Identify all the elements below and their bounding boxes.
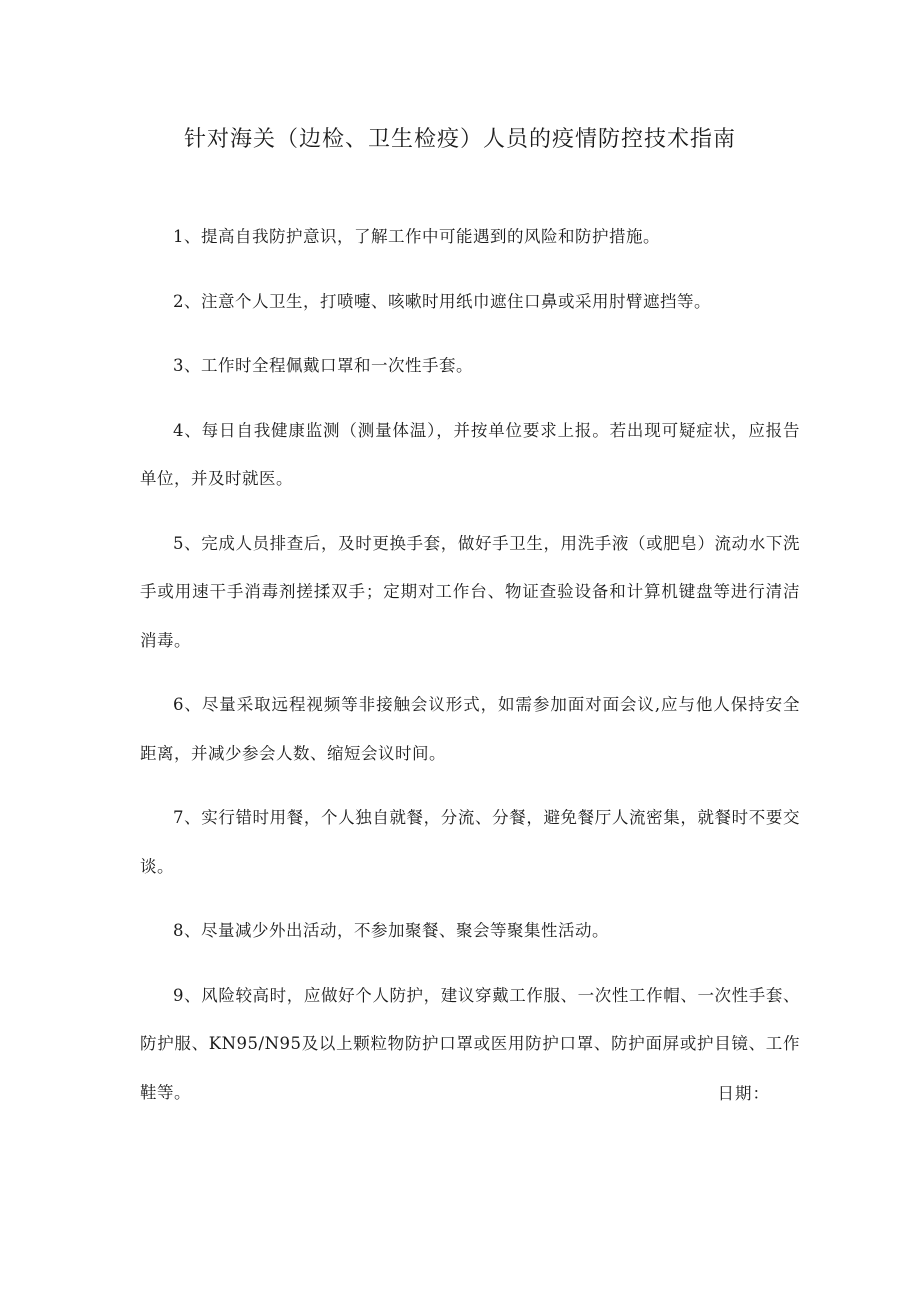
paragraph-5: 5、完成人员排查后，及时更换手套，做好手卫生，用洗手液（或肥皂）流动水下洗手或用速干手消毒剂搓揉双手；定期对工作台、物证查验设备和计算机键盘等进行清洁消毒。 [140, 533, 800, 650]
paragraph-2: 2、注意个人卫生，打喷嚏、咳嗽时用纸巾遮住口鼻或采用肘臂遮挡等。 [173, 291, 711, 311]
paragraph-6: 6、尽量采取远程视频等非接触会议形式，如需参加面对面会议,应与他人保持安全距离，并减少参会人数、缩短会议时间。 [140, 695, 800, 763]
document-body [140, 213, 800, 1133]
paragraph-7: 7、实行错时用餐，个人独自就餐，分流、分餐，避免餐厅人流密集，就餐时不要交谈。 [140, 808, 800, 876]
paragraph-9: 9、风险较高时，应做好个人防护，建议穿戴工作服、一次性工作帽、一次性手套、防护服、KN95/N95及以上颗粒物防护口罩或医用防护口罩、防护面屏或护目镜、工作鞋等。 [140, 985, 800, 1102]
paragraph-4: 4、每日自我健康监测（测量体温），并按单位要求上报。若出现可疑症状，应报告单位，并及时就医。 [140, 420, 800, 488]
paragraph-8: 8、尽量减少外出活动，不参加聚餐、聚会等聚集性活动。 [173, 921, 609, 940]
document-title: 针对海关（边检、卫生检疫）人员的疫情防控技术指南 [183, 127, 736, 152]
paragraph-1: 1、提高自我防护意识，了解工作中可能遇到的风险和防护措施。 [173, 227, 660, 246]
date-label: 日期： [717, 1084, 770, 1103]
paragraph-3: 3、工作时全程佩戴口罩和一次性手套。 [173, 356, 473, 375]
